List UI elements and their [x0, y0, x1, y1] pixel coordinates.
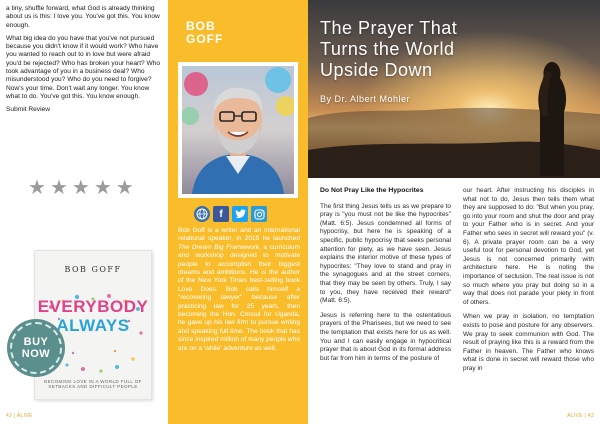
star-icon[interactable]: ★ — [93, 177, 112, 199]
rating-stars[interactable] — [28, 178, 134, 198]
page-folio-left: 42 | ALIVE — [6, 413, 33, 419]
submit-review-link[interactable]: Submit Review — [6, 106, 50, 114]
bio-name-first: BOB — [186, 19, 216, 33]
twitter-icon[interactable] — [232, 206, 248, 222]
article-title-line-1: The Prayer That — [320, 18, 458, 38]
left-paragraph-2: What big idea do you have that you've not pursued because you didn't know if it would work? Who have you wanted to reach out to in love but were afraid you'd be rejected? Who has broken your heart? Who took advantage of you in a business deal? Who misunderstood you? Who do you need to forgive? Now's your time. Don't wait any longer. You know what to do. You've got this. You know enough. — [6, 34, 161, 100]
facebook-icon[interactable]: f — [213, 206, 229, 222]
author-bio-text — [178, 227, 300, 353]
bio-name-last: GOFF — [186, 32, 224, 46]
star-icon[interactable]: ★ — [49, 177, 68, 199]
article-title — [320, 18, 520, 81]
bio-text-emphasis: The Dream Big Framework — [178, 243, 260, 251]
page-folio-right: ALIVE | 43 — [567, 413, 594, 419]
star-icon[interactable]: ★ — [28, 177, 46, 199]
star-icon[interactable]: ★ — [71, 177, 90, 199]
article-paragraph: The first thing Jesus tells us as we prepare to pray is "you must not be like the hypocrites" (Matt. 6:5). Jesus condemned all forms of hypocrisy, but here he is speaking of a specific, public hypocrisy that seeks personal attention for piety, as we have seen. Jesus explains the interior motive of these types of hypocrites: "They love to stand and pray in the synagogues and at the street corners, that they may be seen by others. Truly, I say to you, they have received their reward" (Matt. 6:5). — [320, 202, 451, 305]
book-title-line-2: ALWAYS — [56, 316, 130, 335]
book-author: BOB GOFF — [64, 265, 122, 274]
left-paragraph-1: a tiny, shuffle forward, what God is already thinking about us is this: I love you. You've got this. You know enough. — [6, 5, 160, 29]
book-title-line-1: EVERYBODY — [37, 297, 149, 316]
article-byline: By Dr. Albert Mohler — [320, 94, 411, 104]
buy-now-line-2: NOW — [21, 348, 51, 360]
star-icon[interactable]: ★ — [115, 177, 134, 199]
book-cover[interactable] — [34, 250, 152, 400]
article-paragraph: our heart. After instructing his disciples in what not to do, Jesus then tells them what they are supposed to do: "But when you pray, go into your room and shut the door and pray to your Father who is in secret. And your Father who sees in secret will reward you" (v. 6). A private prayer room can be a very useful tool for personal devotion to God, yet Jesus is not concerned primarily with architecture here. He is noting the importance of seclusion. The real issue is not so much where you pray but doing so in a way that does not parade your piety in front of others. — [463, 187, 594, 306]
bio-text-part-2: , a curriculum and workshop designed to motivate people to accomplish their biggest dreams and ambitions. He is the author of the New York Times best-selling book Love Does. Bob calls himself a "recovering lawyer" because after practicing law for 25 years, then becoming the Hon. Consul for Uganda, he gave up his law firm to pursue writing and speaking full time. The book that has since inspired million of many people who are on a 'while' adventure as well. — [178, 243, 300, 352]
book-subtitle: BECOMING LOVE IN A WORLD FULL OF SETBACKS AND DIFFICULT PEOPLE — [44, 379, 142, 389]
article-body — [320, 187, 594, 379]
social-links — [194, 206, 267, 222]
bio-author-name — [186, 20, 223, 46]
article-column-2 — [463, 187, 594, 379]
left-story-text — [6, 5, 162, 120]
globe-icon[interactable] — [194, 206, 210, 222]
buy-now-line-1: BUY — [23, 336, 49, 348]
article-column-1 — [320, 187, 451, 379]
article-page — [308, 0, 600, 424]
article-paragraph: Jesus is referring here to the ostentatious prayers of the Pharisees, but we need to see the temptation that exists here for us as well. You and I can easily engage in hypocritical prayer that is about God in its formal address but far from him in terms of the posture of — [320, 311, 451, 362]
section-heading: Do Not Pray Like the Hypocrites — [320, 187, 424, 194]
hero-image — [308, 0, 600, 178]
article-paragraph: When we pray in isolation, no temptation exists to pose and posture for any observers. We pray to seek communion with God. The result of praying like this is a reward from the Father in heaven. The Father who knows what is done in secret will reward those who pray in — [463, 313, 594, 372]
author-bio-panel — [168, 0, 308, 424]
portrait-illustration — [182, 66, 294, 194]
bio-text-part-1: Bob Goff is a writer and an international relational speaker, in 2015 he launched — [178, 227, 300, 243]
instagram-icon[interactable] — [251, 206, 267, 222]
article-title-line-2: Turns the World — [320, 39, 455, 59]
author-portrait — [178, 62, 298, 198]
article-title-line-3: Upside Down — [320, 60, 433, 80]
buy-now-button[interactable] — [10, 322, 62, 374]
left-column — [0, 0, 168, 424]
